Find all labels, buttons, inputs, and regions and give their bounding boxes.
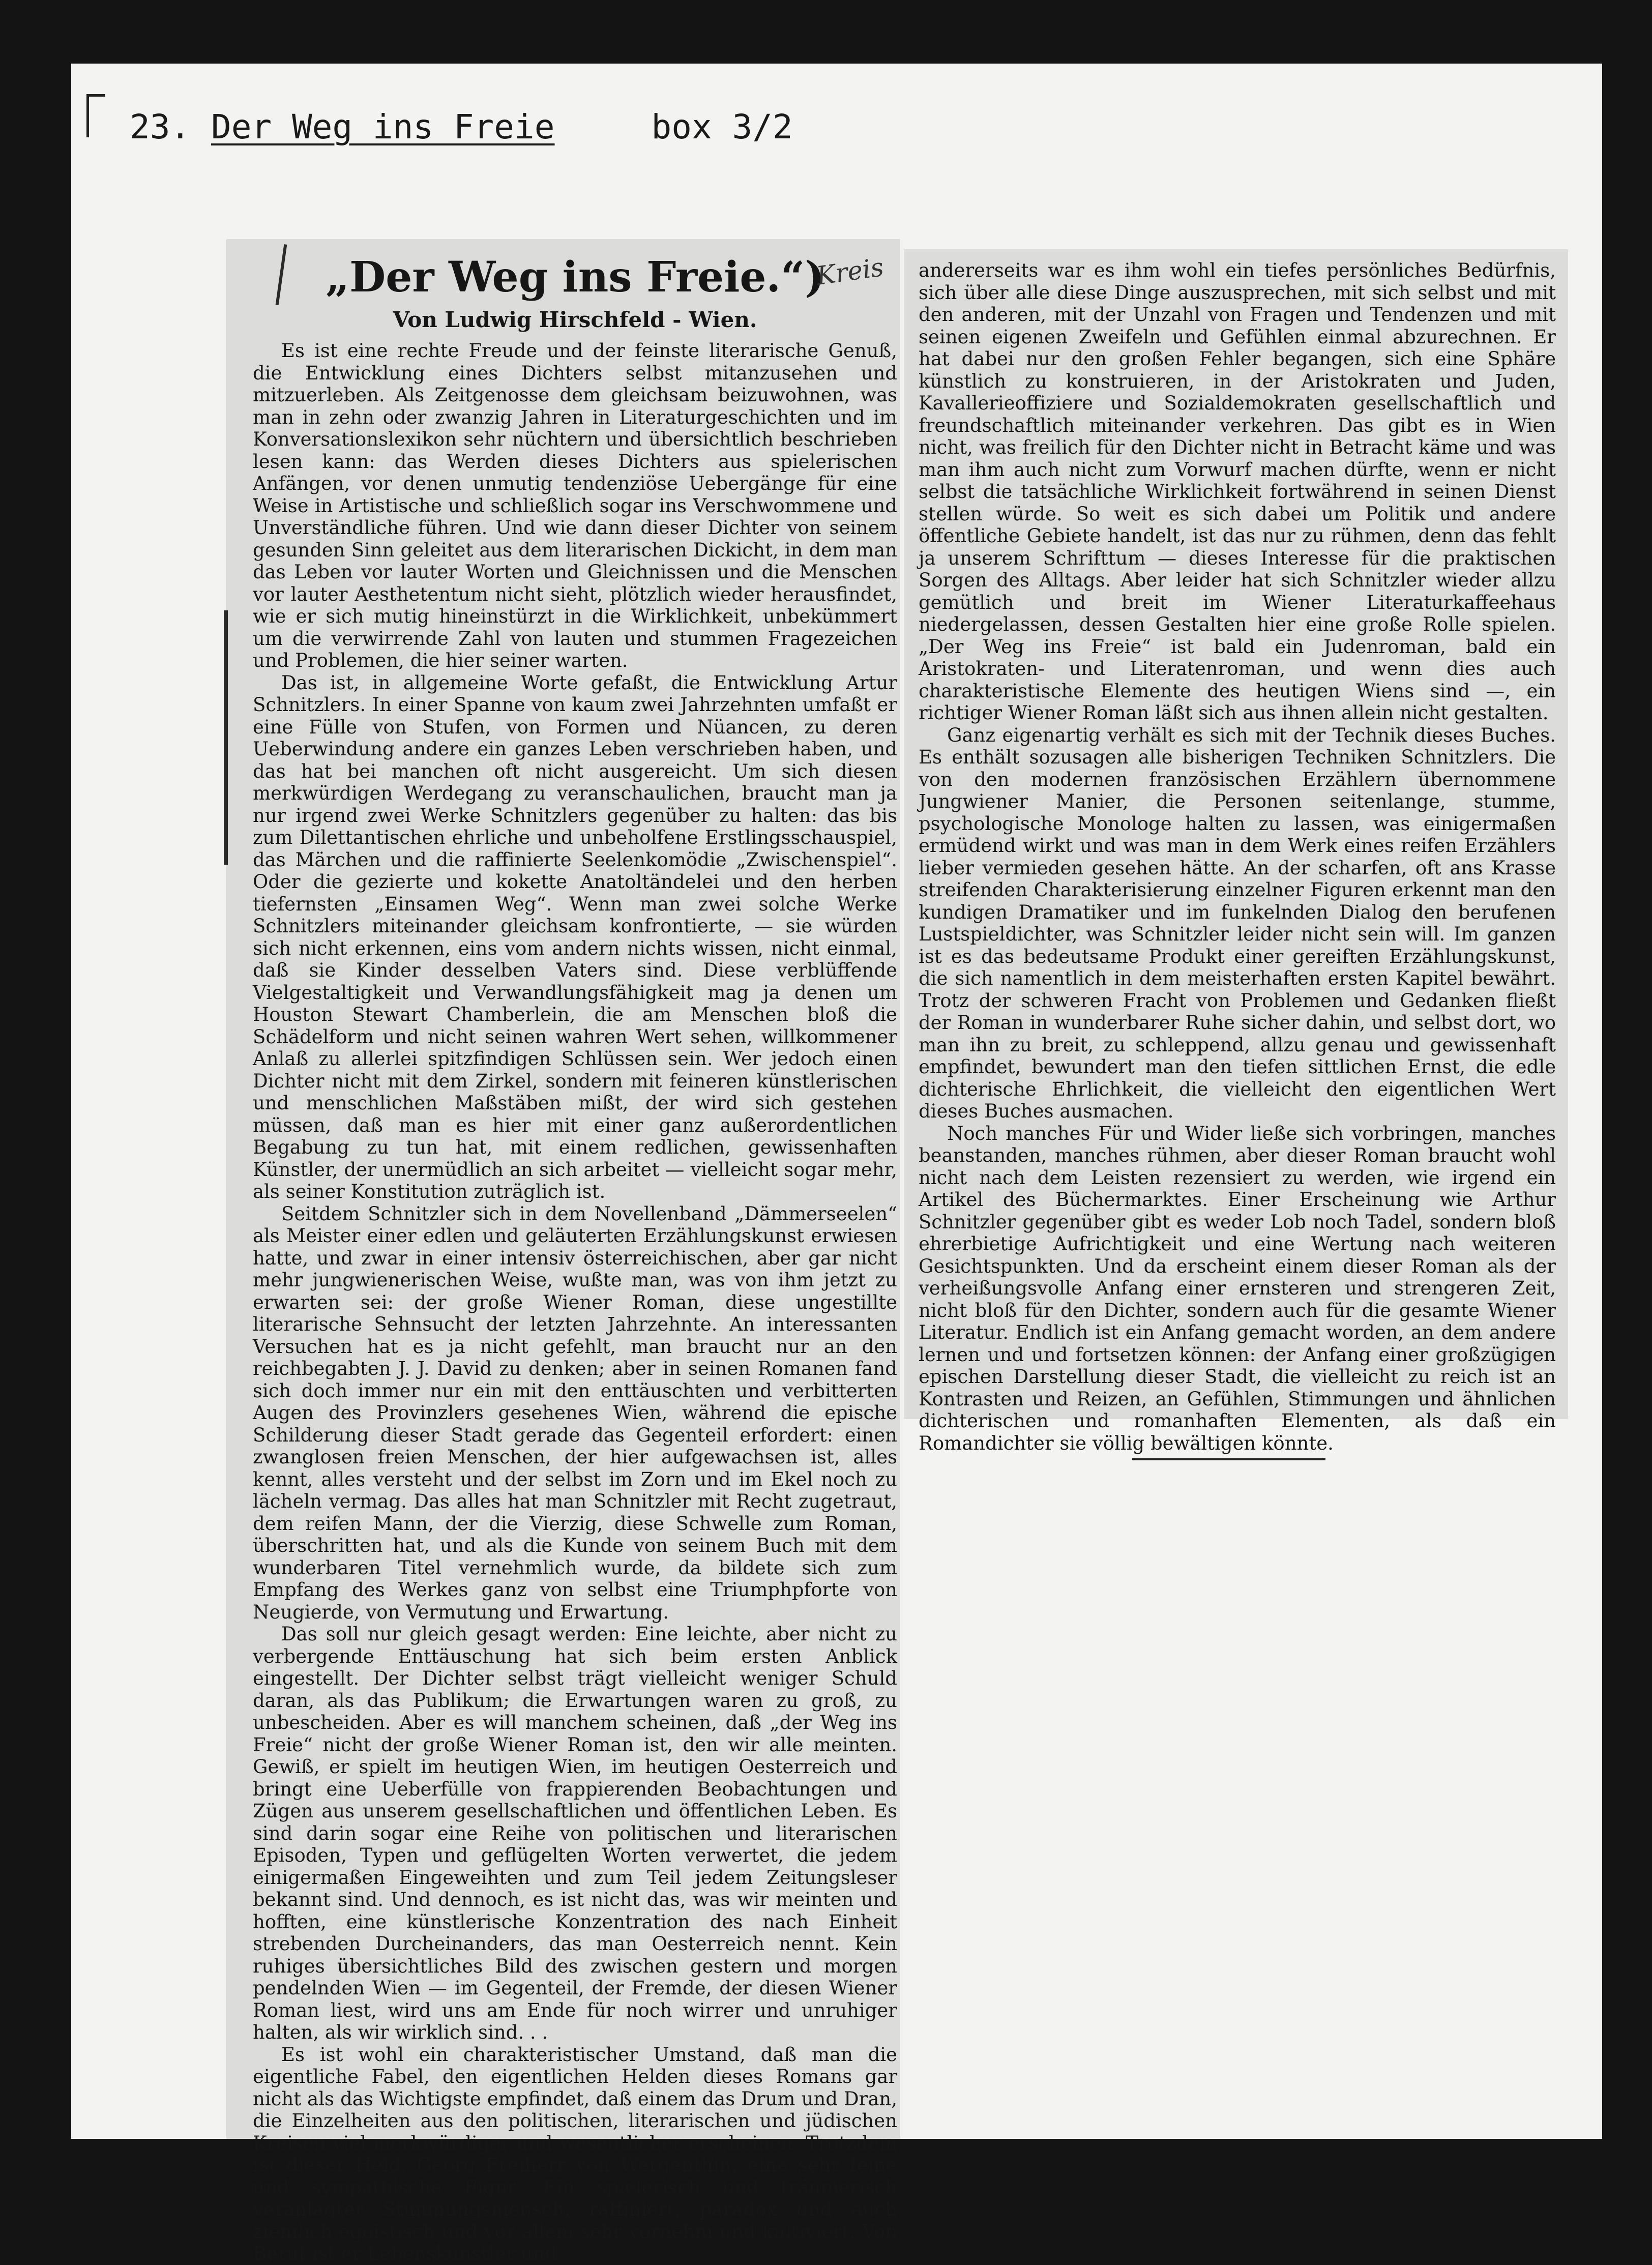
end-rule (1132, 1458, 1325, 1460)
paragraph: Es ist eine rechte Freude und der feinste literarische Genuß, die Entwicklung eines Dichters selbst mitanzusehen und mitzuerleben. Als Zeitgenosse dem gleichsam beizuwohnen, was man in zehn oder zwanzig Jahren in Literaturgeschichten und im Konversationslexikon sehr nüchtern und übersichtlich beschrieben lesen kann: das Werden dieses Dichters aus spielerischen Anfängen, vor denen unmutig tendenziöse Uebergänge für eine Weise in Artistische und schließlich sogar ins Verschwommene und Unverständliche führen. Und wie dann dieser Dichter von seinem gesunden Sinn geleitet aus dem literarischen Dickicht, in dem man das Leben vor lauter Worten und Gleichnissen und die Menschen vor lauter Aesthetentum nicht sieht, plötzlich wieder herausfindet, wie er sich mutig hineinstürzt in die Wirklichkeit, unbekümmert um die verwirrende Zahl von lauten und stummen Fragezeichen und Problemen, die hier seiner warten. (253, 340, 897, 671)
folder-title: Der Weg ins Freie (211, 107, 555, 146)
clipping-left-column (226, 239, 900, 2264)
clipping-right-column (904, 249, 1568, 1454)
paragraph: Seitdem Schnitzler sich in dem Novellenband „Dämmerseelen“ als Meister einer edlen und geläuterten Erzählungskunst erwiesen hatte, und zwar in einer intensiv österreichischen, aber gar nicht mehr jungwienerischen Weise, wußte man, was von ihm jetzt zu erwarten sei: der große Wiener Roman, diese ungestillte literarische Sehnsucht der letzten Jahrzehnte. An interessanten Versuchen hat es ja nicht gefehlt, man braucht nur an den reichbegabten J. J. David zu denken; aber in seinen Romanen fand sich doch immer nur ein mit den enttäuschten und verbitterten Augen des Provinzlers gesehenes Wien, während die epische Schilderung dieser Stadt gerade das Gegenteil erfordert: einen zwanglosen freien Menschen, der hier aufgewachsen ist, alles kennt, alles versteht und der selbst im Zorn und im Ekel noch zu lächeln vermag. Das alles hat man Schnitzler mit Recht zugetraut, dem reifen Mann, der die Vierzig, diese Schwelle zum Roman, überschritten hat, und als die Kunde von seinem Buch mit dem wunderbaren Titel vernehmlich wurde, da bildete sich zum Empfang des Werkes ganz von selbst eine Triumphpforte von Neugierde, von Vermutung und Erwartung. (253, 1202, 897, 1623)
paragraph: Das ist, in allgemeine Worte gefaßt, die Entwicklung Artur Schnitzlers. In einer Spanne von kaum zwei Jahrzehnten umfaßt er eine Fülle von Stufen, von Formen und Nüancen, zu deren Ueberwindung andere ein ganzes Leben verschrieben haben, und das hat bei manchen oft nicht ausgereicht. Um sich diesen merkwürdigen Werdegang zu veranschaulichen, braucht man ja nur irgend zwei Werke Schnitzlers gegenüber zu halten: das bis zum Dilettantischen ehrliche und unbeholfene Erstlingsschauspiel, das Märchen und die raffinierte Seelenkomödie „Zwischenspiel“. Oder die gezierte und kokette Anatoltändelei und den herben tiefernsten „Einsamen Weg“. Wenn man zwei solche Werke Schnitzlers miteinander gleichsam konfrontierte, — sie würden sich nicht erkennen, eins vom andern nichts wissen, nicht einmal, daß sie Kinder desselben Vaters sind. Diese verblüffende Vielgestaltigkeit und Verwandlungsfähigkeit mag ja denen um Houston Stewart Chamberlein, die am Menschen bloß die Schädelform und nicht seinen wahren Wert sehen, willkommener Anlaß zu allerlei spitzfindigen Schlüssen sein. Wer jedoch einen Dichter nicht mit dem Zirkel, sondern mit feineren künstlerischen und menschlichen Maßstäben mißt, der wird sich gestehen müssen, daß man es hier mit einer ganz außerordentlichen Begabung zu tun hat, mit einem redlichen, gewissenhaften Künstler, der unermüdlich an sich arbeitet — vielleicht sogar mehr, als seiner Konstitution zuträglich ist. (253, 671, 897, 1202)
folder-number: 23. (130, 107, 191, 146)
paragraph: Ganz eigenartig verhält es sich mit der Technik dieses Buches. Es enthält sozusagen alle bisherigen Techniken Schnitzlers. Die von den modernen französischen Erzählern übernommene Jungwiener Manier, die Personen seitenlange, stumme, psychologische Monologe halten zu lassen, was einigermaßen ermüdend wirkt und was man in dem Werk eines reifen Erzählers lieber vermieden gesehen hätte. An der scharfen, oft ans Krasse streifenden Charakterisierung einzelner Figuren erkennt man den kundigen Dramatiker und im funkelnden Dialog den berufenen Lustspieldichter, was Schnitzler leider nicht sein will. Im ganzen ist es das bedeutsame Produkt einer gereiften Erzählungskunst, die sich namentlich in dem meisterhaften ersten Kapitel bewährt. Trotz der schweren Fracht von Problemen und Gedanken fließt der Roman in wunderbarer Ruhe sicher dahin, und selbst dort, wo man ihn zu breit, zu schleppend, allzu genau und gewissenhaft empfindet, bewundert man den tiefen sittlichen Ernst, die edle dichterische Ehrlichkeit, die vielleicht den eigentlichen Wert dieses Buches ausmachen. (919, 724, 1556, 1122)
article-headline: „Der Weg ins Freie.“) (325, 253, 825, 302)
frame-corner-mark (86, 94, 105, 137)
article-byline: Von Ludwig Hirschfeld - Wien. (393, 307, 757, 332)
margin-mark-line (224, 610, 228, 865)
paragraph: Noch manches Für und Wider ließe sich vorbringen, manches beanstanden, manches rühmen, aber dieser Roman braucht wohl nicht nach dem Leisten rezensiert zu werden, wie irgend ein Artikel des Büchermarktes. Einer Erscheinung wie Arthur Schnitzler gegenüber gibt es weder Lob noch Tadel, sondern bloß ehrerbietige Aufrichtigkeit und eine Wertung nach weiteren Gesichtspunkten. Und da erscheint einem dieser Roman als der verheißungsvolle Anfang einer ernsteren und strengeren Zeit, nicht bloß für den Dichter, sondern auch für die gesamte Wiener Literatur. Endlich ist ein Anfang gemacht worden, an dem andere lernen und und fortsetzen können: der Anfang einer großzügigen epischen Darstellung dieser Stadt, die vielleicht zu reich ist an Kontrasten und Reizen, an Gefühlen, Stimmungen und ähnlichen dichterischen und romanhaften Elementen, als daß ein Romandichter sie völlig bewältigen könnte. (919, 1122, 1556, 1454)
paragraph: andererseits war es ihm wohl ein tiefes persönliches Bedürfnis, sich über alle diese Dinge auszusprechen, mit sich selbst und mit den anderen, mit der Unzahl von Fragen und Tendenzen und mit seinen eigenen Zweifeln und Gefühlen einmal abzurechnen. Er hat dabei nur den großen Fehler begangen, sich eine Sphäre künstlich zu konstruieren, in der Aristokraten und Juden, Kavallerieoffiziere und Sozialdemokraten gesellschaftlich und freundschaftlich miteinander verkehren. Das gibt es in Wien nicht, was freilich für den Dichter nicht in Betracht käme und was man ihm auch nicht zum Vorwurf machen dürfte, wenn er nicht selbst die tatsächliche Wirklichkeit fortwährend in seinen Dienst stellen würde. So weit es sich dabei um Politik und andere öffentliche Gebiete handelt, ist das nur zu rühmen, denn das fehlt ja unserem Schrifttum — dieses Interesse für die praktischen Sorgen des Alltags. Aber leider hat sich Schnitzler wieder allzu gemütlich und breit im Wiener Literaturkaffeehaus niedergelassen, dessen Gestalten hier eine große Rolle spielen. „Der Weg ins Freie“ ist bald ein Judenroman, bald ein Aristokraten- und Literatenroman, und wenn dies auch charakteristische Elemente des heutigen Wiens sind —, ein richtiger Wiener Roman läßt sich aus ihnen allein nicht gestalten. (919, 259, 1556, 724)
paragraph: Es ist wohl ein charakteristischer Umstand, daß man die eigentliche Fabel, den eigentlichen Helden dieses Romans gar nicht als das Wichtigste empfindet, daß einem das Drum und Dran, die Einzelheiten aus den politischen, literarischen und jüdischen Kreisen viel merkwürdiger und wesentlicher erscheinen. Trotzdem ist dieser Held, Georg Freiherr von Wergenthin, eine sehr feine und sympathische Figur. Ein spielerisch und träumerisch veranlagter Stimmungsmensch, raffiniert, paradox und auch ziemlich egoistisch und vor allem sehr vornehm und kultiviert. Von Beruf ist er Lebenskünstler und (253, 2043, 897, 2264)
paragraph: Das soll nur gleich gesagt werden: Eine leichte, aber nicht zu verbergende Enttäuschung hat sich beim ersten Anblick eingestellt. Der Dichter selbst trägt vielleicht weniger Schuld daran, als das Publikum; die Erwartungen waren zu groß, zu unbescheiden. Aber es will manchem scheinen, daß „der Weg ins Freie“ nicht der große Wiener Roman ist, den wir alle meinten. Gewiß, er spielt im heutigen Wien, im heutigen Oesterreich und bringt eine Ueberfülle von frappierenden Beobachtungen und Zügen aus unserem gesellschaftlichen und öffentlichen Leben. Es sind darin sogar eine Reihe von politischen und literarischen Episoden, Typen und geflügelten Worten verwertet, die jedem einigermaßen Eingeweihten und zum Teil jedem Zeitungsleser bekannt sind. Und dennoch, es ist nicht das, was wir meinten und hofften, eine künstlerische Konzentration des nach Einheit strebenden Durcheinanders, das man Oesterreich nennt. Kein ruhiges übersichtliches Bild des zwischen gestern und morgen pendelnden Wien — im Gegenteil, der Fremde, der diesen Wiener Roman liest, wird uns am Ende für noch wirrer und unruhiger halten, als wir wirklich sind. . . (253, 1623, 897, 2043)
margin-note: Kreis (814, 252, 886, 291)
folder-box: box 3/2 (651, 107, 793, 146)
folder-label (130, 99, 793, 155)
